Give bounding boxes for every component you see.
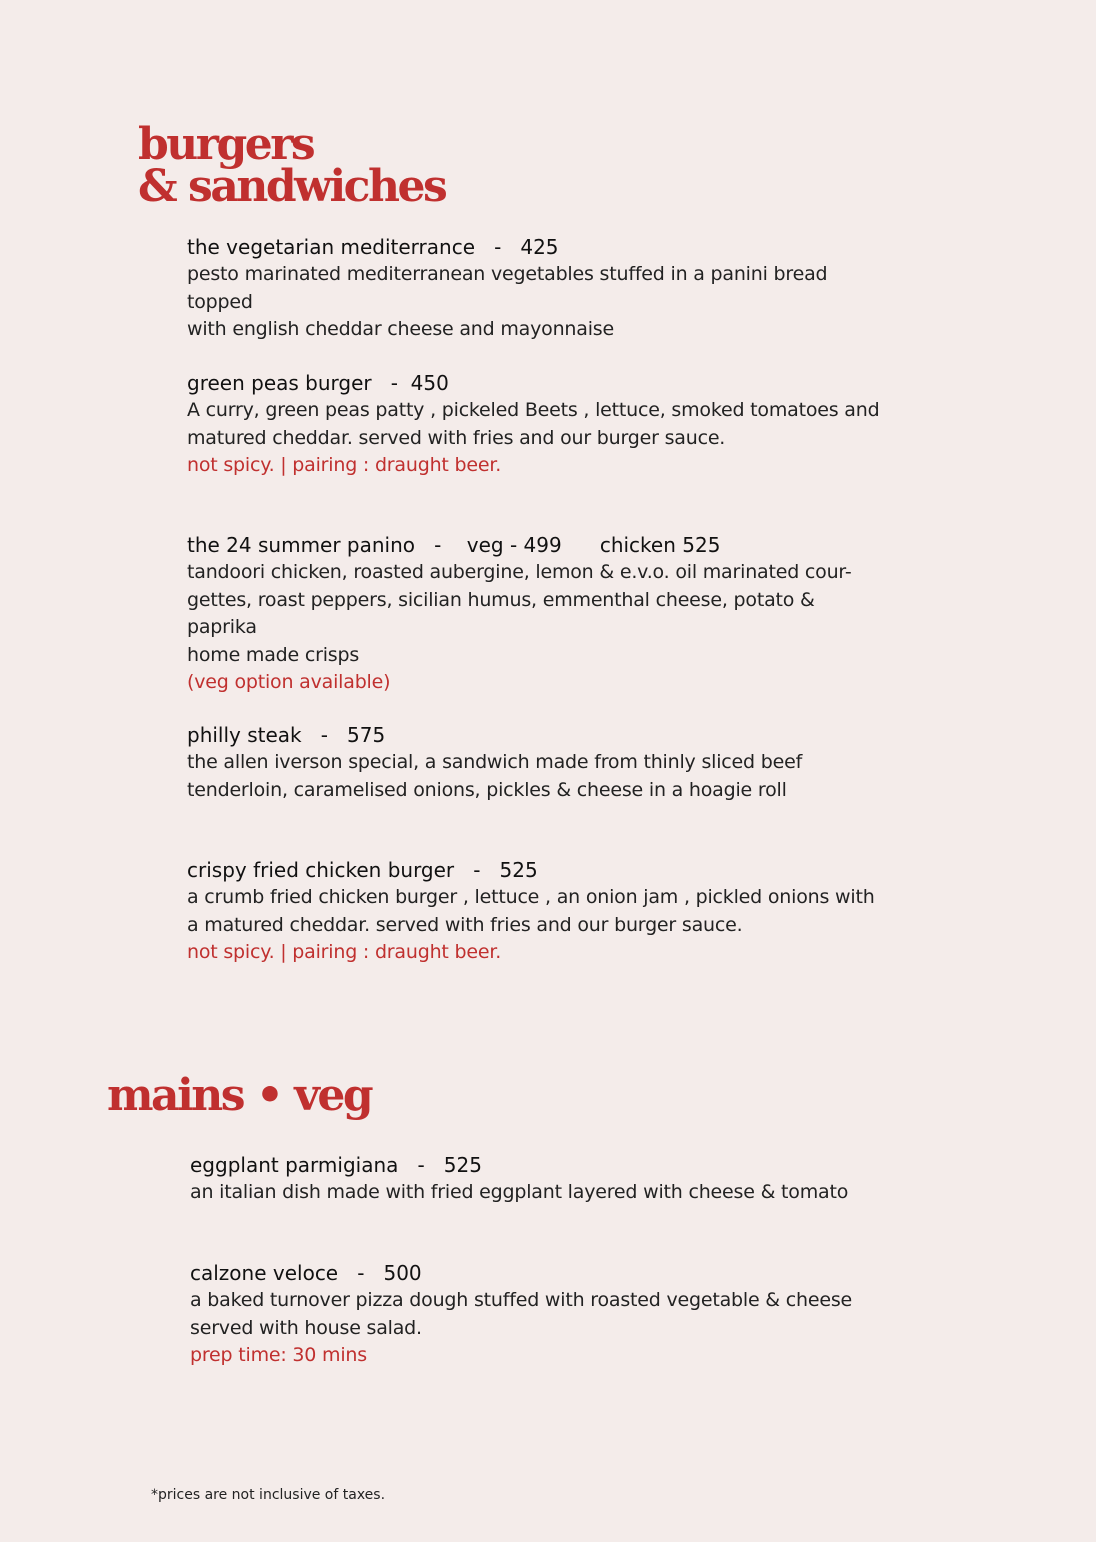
tax-footnote: *prices are not inclusive of taxes. — [151, 1487, 386, 1503]
item-description-line: a matured cheddar. served with fries and our burger sauce. — [187, 913, 743, 936]
item-note: (veg option available) — [187, 671, 391, 693]
menu-item-summer-panino — [187, 532, 887, 697]
menu-item-green-peas-burger — [187, 370, 887, 480]
item-description-line: pesto marinated mediterranean vegetables stuffed in a panini bread topped — [187, 263, 828, 313]
heading-line-2: & sandwiches — [138, 161, 446, 212]
item-title: the 24 summer panino - veg - 499 chicken 525 — [187, 533, 721, 557]
item-description-line: A curry, green peas patty , pickeled Beets , lettuce, smoked tomatoes and — [187, 399, 880, 421]
menu-item-calzone-veloce — [190, 1260, 890, 1370]
item-description-line: gettes, roast peppers, sicilian humus, emmenthal cheese, potato & paprika — [187, 588, 815, 638]
heading-line-1: mains • veg — [107, 1070, 372, 1121]
heading-line-1: burgers — [138, 119, 314, 170]
section-heading-burgers — [138, 119, 446, 212]
item-title: calzone veloce - 500 — [190, 1261, 422, 1285]
item-title: crispy fried chicken burger - 525 — [187, 858, 538, 882]
menu-item-philly-steak — [187, 722, 887, 804]
item-description-line: the allen iverson special, a sandwich made from thinly sliced beef — [187, 751, 803, 773]
item-title: green peas burger - 450 — [187, 371, 449, 395]
section-heading-mains-veg — [107, 1070, 372, 1121]
item-title: philly steak - 575 — [187, 723, 386, 747]
item-description-line: with english cheddar cheese and mayonnaise — [187, 318, 614, 340]
item-note: prep time: 30 mins — [190, 1344, 367, 1366]
item-title: the vegetarian mediterrance - 425 — [187, 235, 559, 259]
menu-item-eggplant-parmigiana — [190, 1152, 890, 1207]
item-title: eggplant parmigiana - 525 — [190, 1153, 482, 1177]
menu-item-crispy-fried-chicken-burger — [187, 857, 887, 967]
item-description-line: home made crisps — [187, 643, 360, 666]
item-description-line: a crumb fried chicken burger , lettuce , an onion jam , pickled onions with — [187, 886, 875, 908]
item-description-line: tandoori chicken, roasted aubergine, lemon & e.v.o. oil marinated cour- — [187, 561, 852, 583]
item-description-line: tenderloin, caramelised onions, pickles & cheese in a hoagie roll — [187, 778, 787, 801]
item-description-line: an italian dish made with fried eggplant layered with cheese & tomato — [190, 1181, 849, 1203]
menu-item-vegetarian-mediterrance — [187, 234, 887, 344]
item-note: not spicy. | pairing : draught beer. — [187, 454, 502, 476]
item-description-line: a baked turnover pizza dough stuffed with roasted vegetable & cheese — [190, 1289, 853, 1311]
item-note: not spicy. | pairing : draught beer. — [187, 941, 502, 963]
item-description-line: matured cheddar. served with fries and our burger sauce. — [187, 426, 726, 449]
item-description-line: served with house salad. — [190, 1316, 422, 1339]
